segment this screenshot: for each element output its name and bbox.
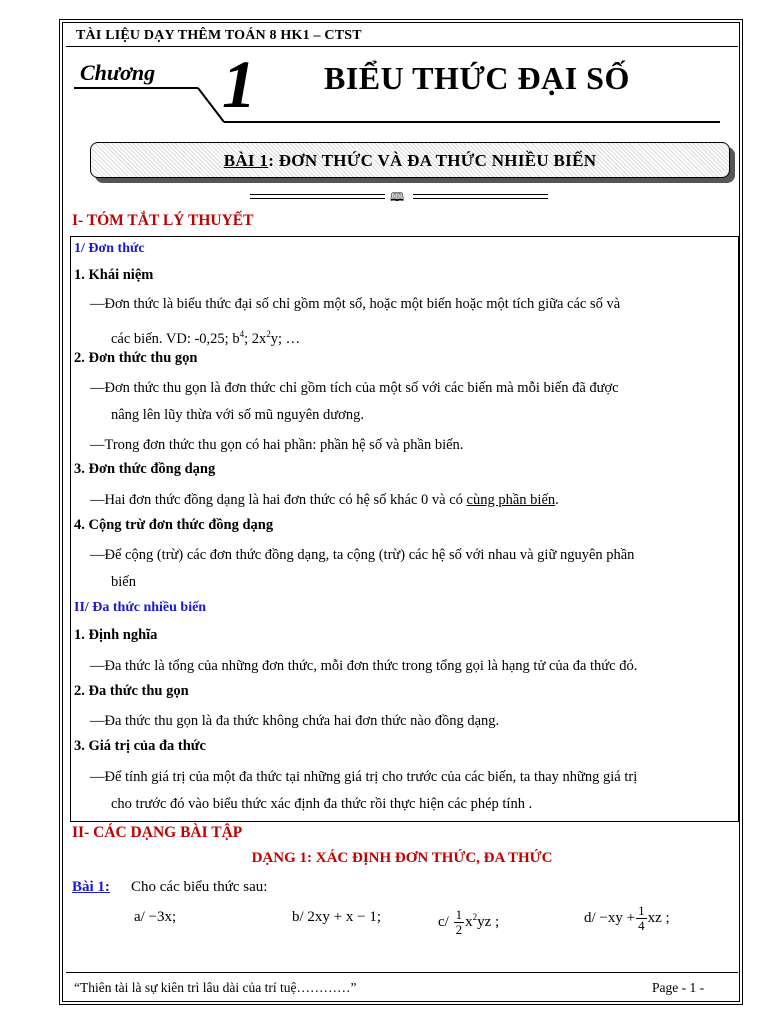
fraction: $\frac{1}{2}$ xyxy=(455,907,463,938)
fraction: $\frac{1}{4}$ xyxy=(638,903,645,933)
section-divider xyxy=(250,190,550,204)
paragraph: nâng lên lũy thừa với số mũ nguyên dương. xyxy=(111,407,364,423)
lesson-title-text: : ĐƠN THỨC VÀ ĐA THỨC NHIỀU BIẾN xyxy=(268,151,597,170)
chapter-title: BIỂU THỨC ĐẠI SỐ xyxy=(324,60,630,96)
item-heading: 3. Đơn thức đồng dạng xyxy=(74,461,216,477)
paragraph: cho trước đó vào biểu thức xác định đa thức rồi thực hiện các phép tính . xyxy=(111,796,533,812)
page-number: Page - 1 - xyxy=(652,980,705,995)
paragraph: —Để cộng (trừ) các đơn thức đồng dạng, ta cộng (trừ) các hệ số với nhau và giữ nguyên phần xyxy=(90,547,635,563)
paragraph: —Để tính giá trị của một đa thức tại những giá trị cho trước của các biến, ta thay những giá trị xyxy=(90,769,638,785)
item-heading: 1. Định nghĩa xyxy=(74,627,158,643)
subheading-polynomial: II/ Đa thức nhiều biến xyxy=(74,600,207,615)
item-heading: 1. Khái niệm xyxy=(74,267,154,283)
subheading-monomial: 1/ Đơn thức xyxy=(74,241,145,256)
expression-c: c/ $\frac{1}{2}$ $x^2yz$ ; xyxy=(438,907,500,938)
paragraph: biến xyxy=(111,574,136,590)
paragraph: —Đa thức là tổng của những đơn thức, mỗi đơn thức trong tổng gọi là hạng tử của đa thức đó. xyxy=(90,658,638,674)
item-heading: 2. Đa thức thu gọn xyxy=(74,683,189,699)
section-heading-theory: I- TÓM TẮT LÝ THUYẾT xyxy=(72,212,254,229)
chapter-word: Chương xyxy=(80,60,156,85)
paragraph: —Đa thức thu gọn là đa thức không chứa hai đơn thức nào đồng dạng. xyxy=(90,713,500,729)
exercise-prompt: Cho các biểu thức sau: xyxy=(131,879,268,895)
document-header-title: TÀI LIỆU DẠY THÊM TOÁN 8 HK1 – CTST xyxy=(76,28,362,43)
paragraph: —Đơn thức thu gọn là đơn thức chỉ gồm tích của một số với các biến mà mỗi biến đã được xyxy=(90,380,619,396)
exercise-label: Bài 1: xyxy=(72,879,110,895)
item-heading: 4. Cộng trừ đơn thức đồng dạng xyxy=(74,517,274,533)
paragraph: —Trong đơn thức thu gọn có hai phần: phần hệ số và phần biến. xyxy=(90,437,464,453)
paragraph: —Đơn thức là biểu thức đại số chỉ gồm một số, hoặc một biến hoặc một tích giữa các số và xyxy=(90,296,621,312)
paragraph: —Hai đơn thức đồng dạng là hai đơn thức có hệ số khác 0 và có cùng phần biến. xyxy=(90,492,559,508)
section-heading-exercises: II- CÁC DẠNG BÀI TẬP xyxy=(72,824,243,841)
paragraph-example: các biến. VD: -0,25; $b^4$; $2x^2y$; … xyxy=(111,329,301,347)
item-heading: 2. Đơn thức thu gọn xyxy=(74,350,198,366)
expression-b: b/ 2xy + x − 1; xyxy=(292,909,382,925)
lesson-title xyxy=(90,151,730,171)
expression-a: a/ −3x; xyxy=(134,909,177,925)
footer-rule xyxy=(66,972,738,973)
item-heading: 3. Giá trị của đa thức xyxy=(74,738,206,754)
exercise-type-heading: DẠNG 1: XÁC ĐỊNH ĐƠN THỨC, ĐA THỨC xyxy=(251,850,553,866)
lesson-label: BÀI 1 xyxy=(223,151,269,170)
divider-line-right xyxy=(413,194,548,199)
divider-line-left xyxy=(250,194,385,199)
footer-quote: “Thiên tài là sự kiên trì lâu dài của trí tuệ…………” xyxy=(74,980,357,995)
underlined-term: cùng phần biến xyxy=(466,492,556,508)
header-rule xyxy=(66,46,738,47)
book-icon: 🕮 xyxy=(390,190,405,204)
expression-d: d/ −xy + $\frac{1}{4}$ xz ; xyxy=(584,903,670,933)
chapter-number: 1 xyxy=(222,46,256,122)
